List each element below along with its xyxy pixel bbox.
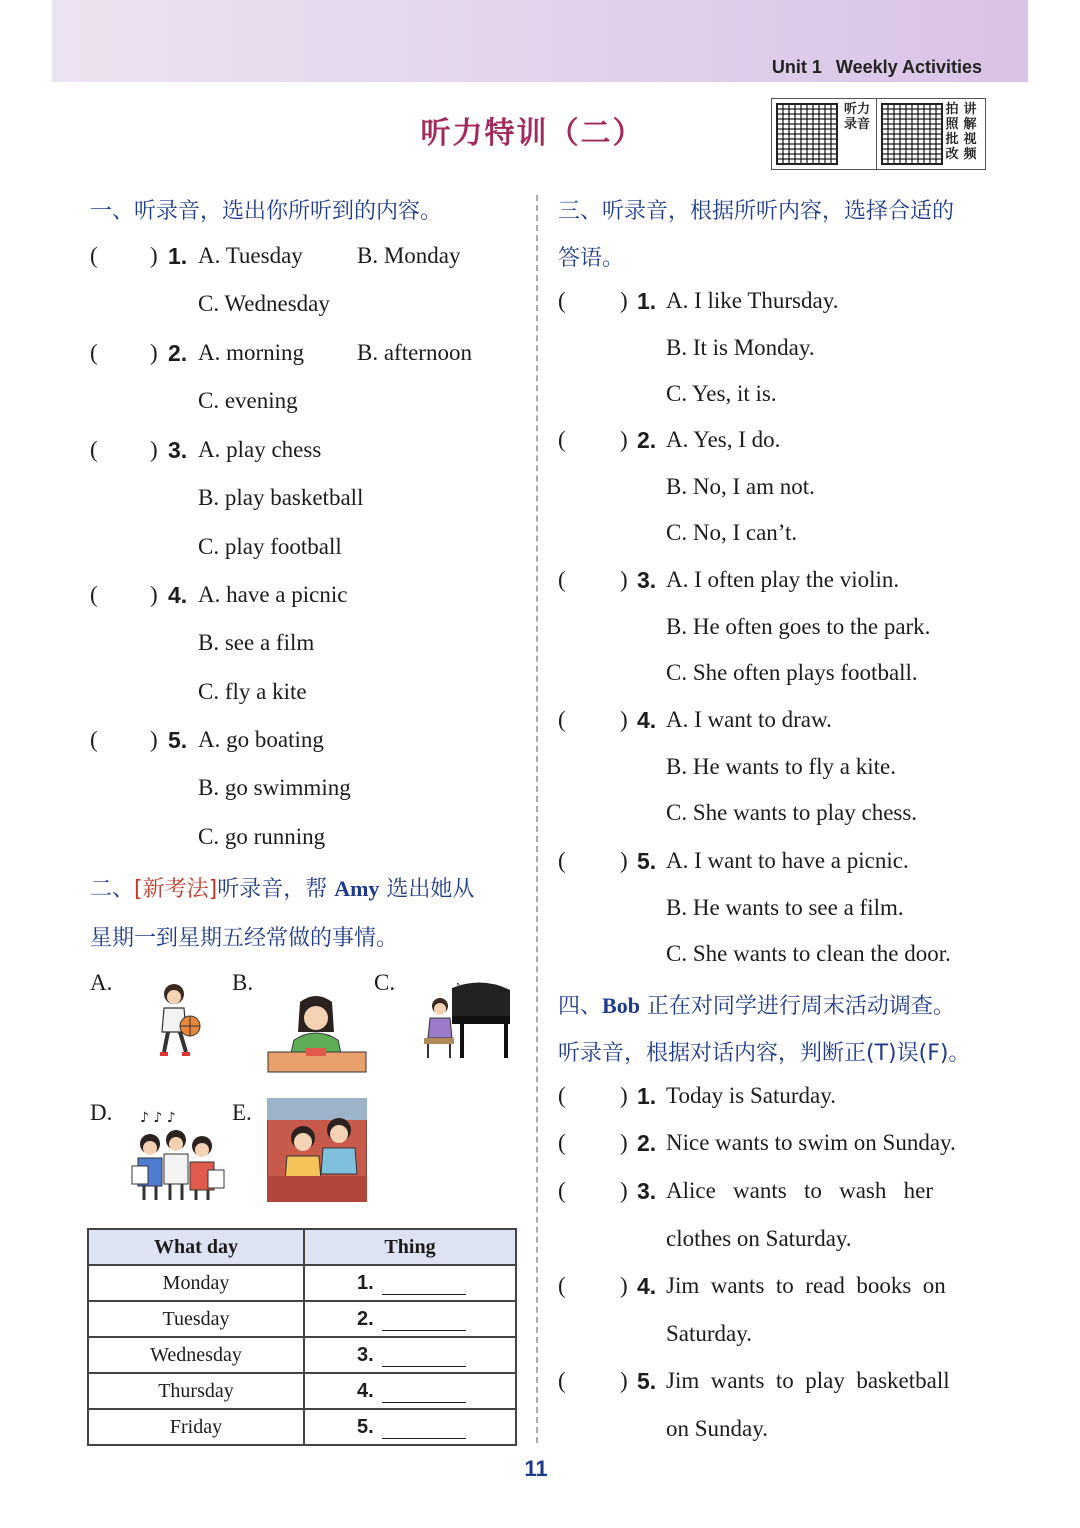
table-answer-number: 4.	[357, 1379, 374, 1402]
answer-bracket-open[interactable]: (	[90, 582, 98, 607]
answer-bracket-open[interactable]: (	[558, 1083, 566, 1108]
option-c[interactable]: C. Wednesday	[198, 291, 330, 317]
statement-text-cont: Saturday.	[666, 1320, 753, 1346]
option-c[interactable]: C. Yes, it is.	[666, 381, 777, 407]
option-a[interactable]: A. I want to draw.	[666, 707, 832, 732]
page-title: 听力特训（二）	[420, 116, 645, 151]
option-c[interactable]: C. She often plays football.	[666, 660, 918, 686]
answer-bracket-close: )	[620, 848, 628, 873]
option-b[interactable]: B. go swimming	[198, 775, 351, 801]
section3-heading: 三、听录音，根据所听内容，选择合适的	[558, 199, 955, 224]
question-number: 1.	[168, 243, 188, 269]
answer-bracket-close: )	[620, 288, 628, 313]
answer-bracket-close: )	[620, 1368, 628, 1393]
table-cell-answer[interactable]	[304, 1301, 516, 1337]
answer-bracket-open[interactable]: (	[90, 727, 98, 752]
option-b[interactable]: B. He often goes to the park.	[666, 613, 931, 639]
svg-text:♪: ♪	[454, 982, 461, 993]
answer-blank[interactable]	[382, 1348, 466, 1367]
question-number: 2.	[637, 1130, 657, 1156]
answer-bracket-close: )	[150, 243, 158, 268]
answer-bracket-close: )	[150, 340, 158, 365]
answer-bracket-close: )	[150, 582, 158, 607]
option-a[interactable]: A. Tuesday	[198, 243, 303, 268]
answer-bracket-close: )	[620, 427, 628, 452]
option-a[interactable]: A. go boating	[198, 727, 324, 752]
statement-text: Today is Saturday.	[666, 1083, 837, 1108]
question-number: 1.	[637, 288, 657, 314]
answer-bracket-open[interactable]: (	[558, 848, 566, 873]
statement-text-cont: on Sunday.	[666, 1415, 769, 1441]
picture-label-c: C.	[374, 970, 396, 995]
option-b[interactable]: B. Monday	[357, 243, 461, 268]
column-divider	[536, 195, 538, 1443]
option-b[interactable]: B. see a film	[198, 630, 315, 656]
table-answer-number: 1.	[357, 1271, 374, 1294]
answer-bracket-close: )	[150, 437, 158, 462]
statement-text: Jim wants to play basketball	[666, 1368, 950, 1393]
answer-bracket-open[interactable]: (	[90, 243, 98, 268]
table-row	[88, 1373, 516, 1409]
answer-bracket-close: )	[620, 1178, 628, 1203]
option-c[interactable]: C. go running	[198, 823, 326, 849]
table-answer-number: 2.	[357, 1307, 374, 1330]
section1-heading: 一、听录音，选出你所听到的内容。	[90, 199, 443, 224]
table-answer-number: 3.	[357, 1343, 374, 1366]
answer-bracket-close: )	[620, 707, 628, 732]
answer-blank[interactable]	[382, 1384, 466, 1403]
qr-code-video[interactable]	[876, 98, 986, 170]
picture-label-b: B.	[232, 970, 254, 995]
answer-bracket-open[interactable]: (	[558, 288, 566, 313]
question-number: 2.	[168, 340, 188, 366]
option-c[interactable]: C. No, I can’t.	[666, 520, 798, 546]
table-cell-day: Friday	[88, 1409, 304, 1445]
option-b[interactable]: B. play basketball	[198, 485, 364, 511]
option-a[interactable]: A. I want to have a picnic.	[666, 848, 909, 873]
answer-bracket-open[interactable]: (	[90, 340, 98, 365]
qr-label-audio: 听力录音	[843, 102, 870, 132]
table-cell-day: Thursday	[88, 1373, 304, 1409]
option-a[interactable]: A. play chess	[198, 437, 322, 462]
answer-bracket-close: )	[620, 1273, 628, 1298]
question-number: 3.	[637, 567, 657, 593]
option-b[interactable]: B. He wants to see a film.	[666, 894, 904, 920]
question-number: 5.	[637, 1368, 657, 1394]
question-number: 4.	[637, 1273, 657, 1299]
statement-text: Jim wants to read books on	[666, 1273, 946, 1298]
section4-heading: 四、Bob 正在对同学进行周末活动调查。	[558, 993, 955, 1019]
option-c[interactable]: C. She wants to clean the door.	[666, 941, 951, 967]
basketball-girl-picture	[150, 980, 210, 1062]
table-cell-day: Tuesday	[88, 1301, 304, 1337]
answer-bracket-open[interactable]: (	[558, 1178, 566, 1203]
table-cell-answer[interactable]	[304, 1265, 516, 1301]
answer-bracket-open[interactable]: (	[558, 567, 566, 592]
section2-heading: 二、[新考法]听录音，帮 Amy 选出她从	[90, 876, 475, 902]
qr-code-audio[interactable]	[771, 98, 881, 170]
option-a[interactable]: A. I like Thursday.	[666, 288, 839, 313]
qr-code-icon	[776, 103, 838, 165]
piano-girl-picture	[422, 976, 512, 1062]
qr-code-icon	[881, 103, 943, 165]
option-a[interactable]: A. morning	[198, 340, 305, 365]
option-a[interactable]: A. I often play the violin.	[666, 567, 900, 592]
option-a[interactable]: A. have a picnic	[198, 582, 348, 607]
picture-label-a: A.	[90, 970, 113, 995]
film-kids-picture	[267, 1098, 367, 1202]
question-number: 4.	[168, 582, 188, 608]
picture-label-e: E.	[232, 1100, 252, 1125]
picture-label-d: D.	[90, 1100, 113, 1125]
answer-bracket-open[interactable]: (	[558, 1273, 566, 1298]
question-number: 5.	[637, 848, 657, 874]
option-c[interactable]: C. evening	[198, 388, 298, 414]
drawing-girl-picture	[266, 992, 368, 1076]
table-row	[88, 1265, 516, 1301]
answer-bracket-open[interactable]: (	[558, 1368, 566, 1393]
table-cell-day: Wednesday	[88, 1337, 304, 1373]
statement-text: Alice wants to wash her	[666, 1178, 933, 1203]
svg-text:♪ ♪ ♪: ♪ ♪ ♪	[140, 1110, 176, 1126]
table-row	[88, 1337, 516, 1373]
question-number: 5.	[168, 727, 188, 753]
answer-bracket-open[interactable]: (	[558, 707, 566, 732]
answer-bracket-close: )	[620, 1083, 628, 1108]
answer-bracket-close: )	[620, 567, 628, 592]
table-row	[88, 1301, 516, 1337]
answer-bracket-open[interactable]: (	[558, 1130, 566, 1155]
unit-label: Unit 1 Weekly Activities	[771, 57, 982, 77]
option-c[interactable]: C. play football	[198, 533, 342, 559]
option-c[interactable]: C. She wants to play chess.	[666, 800, 918, 826]
table-cell-answer[interactable]	[304, 1409, 516, 1445]
answer-bracket-close: )	[150, 727, 158, 752]
question-number: 3.	[168, 437, 188, 463]
question-number: 4.	[637, 707, 657, 733]
option-b[interactable]: B. afternoon	[357, 340, 472, 365]
table-cell-day: Monday	[88, 1265, 304, 1301]
question-number: 2.	[637, 427, 657, 453]
section3-heading-line2: 答语。	[558, 246, 625, 271]
table-row	[88, 1409, 516, 1445]
option-c[interactable]: C. fly a kite	[198, 678, 307, 704]
answer-blank[interactable]	[382, 1276, 466, 1295]
singing-kids-picture	[128, 1106, 226, 1202]
answer-bracket-open[interactable]: (	[558, 427, 566, 452]
table-cell-answer[interactable]	[304, 1373, 516, 1409]
statement-text-cont: clothes on Saturday.	[666, 1225, 852, 1251]
answer-bracket-close: )	[620, 1130, 628, 1155]
answer-blank[interactable]	[382, 1420, 466, 1439]
page-number: 11	[524, 1456, 548, 1481]
section2-heading-line2: 星期一到星期五经常做的事情。	[90, 926, 399, 951]
table-header-day: What day	[88, 1229, 304, 1265]
question-number: 3.	[637, 1178, 657, 1204]
section4-heading-line2: 听录音，根据对话内容，判断正(T)误(F)。	[558, 1041, 971, 1066]
table-header-thing: Thing	[304, 1229, 516, 1265]
table-cell-answer[interactable]	[304, 1337, 516, 1373]
question-number: 1.	[637, 1083, 657, 1109]
qr-label-video: 拍照批改	[945, 102, 959, 162]
answer-bracket-open[interactable]: (	[90, 437, 98, 462]
statement-text: Nice wants to swim on Sunday.	[666, 1130, 956, 1155]
new-format-tag: [新考法]	[134, 877, 218, 902]
qr-label-video-2: 讲解视频	[963, 102, 977, 162]
option-b[interactable]: B. He wants to fly a kite.	[666, 753, 896, 779]
option-b[interactable]: B. It is Monday.	[666, 334, 815, 360]
weekly-table	[87, 1228, 517, 1446]
table-answer-number: 5.	[357, 1415, 374, 1438]
answer-blank[interactable]	[382, 1312, 466, 1331]
option-b[interactable]: B. No, I am not.	[666, 473, 815, 499]
option-a[interactable]: A. Yes, I do.	[666, 427, 781, 452]
